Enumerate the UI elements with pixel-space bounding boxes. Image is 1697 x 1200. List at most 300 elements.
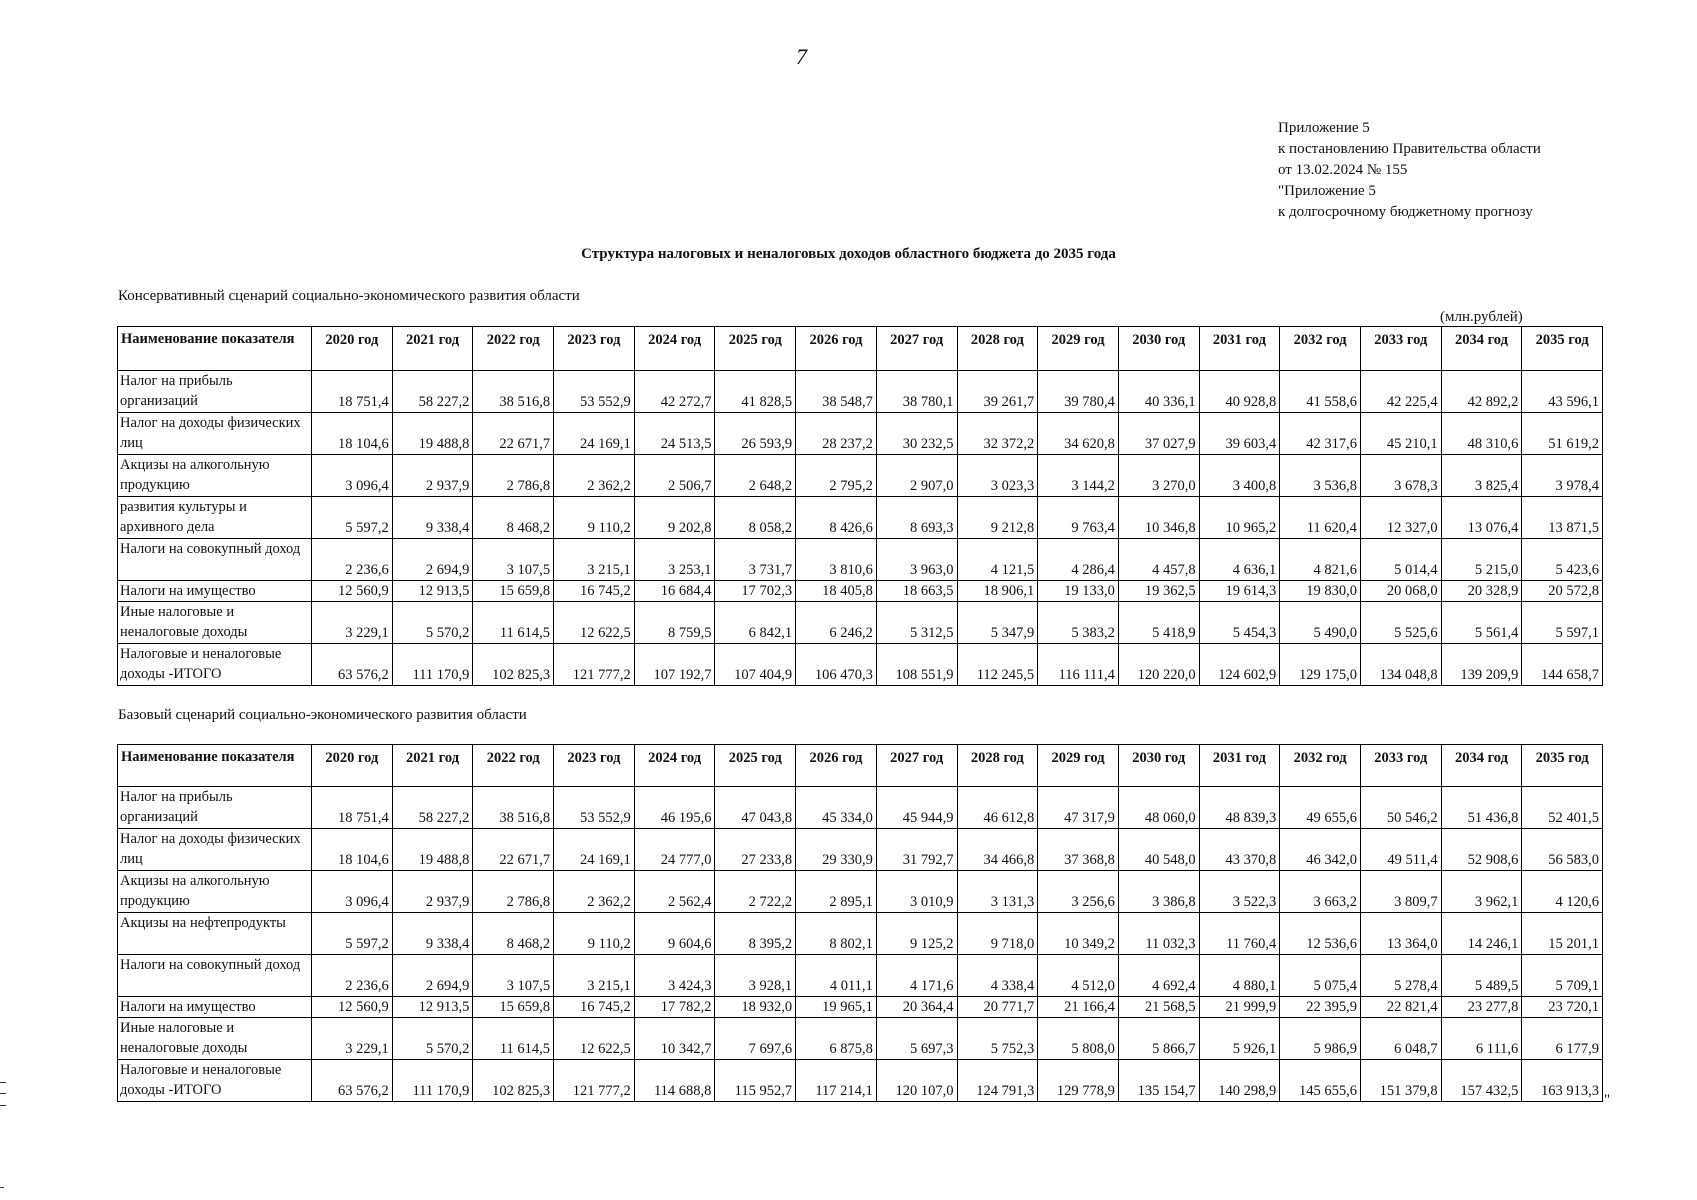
value-cell: 46 612,8 [957, 787, 1038, 829]
value-cell: 42 317,6 [1280, 413, 1361, 455]
value-cell: 17 782,2 [634, 997, 715, 1018]
value-cell: 135 154,7 [1118, 1060, 1199, 1102]
value-cell: 27 233,8 [715, 829, 796, 871]
value-cell: 107 404,9 [715, 644, 796, 686]
value-cell: 23 277,8 [1441, 997, 1522, 1018]
table-row [118, 413, 1603, 455]
year-header: 2026 год [796, 745, 877, 787]
value-cell: 114 688,8 [634, 1060, 715, 1102]
value-cell: 6 048,7 [1360, 1018, 1441, 1060]
value-cell: 3 928,1 [715, 955, 796, 997]
value-cell: 6 246,2 [796, 602, 877, 644]
value-cell: 49 511,4 [1360, 829, 1441, 871]
value-cell: 2 937,9 [392, 871, 473, 913]
value-cell: 2 937,9 [392, 455, 473, 497]
value-cell: 129 778,9 [1038, 1060, 1119, 1102]
value-cell: 30 232,5 [876, 413, 957, 455]
value-cell: 12 622,5 [554, 602, 635, 644]
row-label: Иные налоговые и неналоговые доходы [118, 602, 312, 644]
page-number: 7 [796, 44, 807, 69]
year-header: 2029 год [1038, 745, 1119, 787]
value-cell: 8 058,2 [715, 497, 796, 539]
table-row [118, 871, 1603, 913]
value-cell: 58 227,2 [392, 371, 473, 413]
table-row [118, 497, 1603, 539]
year-header: 2022 год [473, 327, 554, 371]
value-cell: 12 560,9 [312, 997, 393, 1018]
value-cell: 2 236,6 [312, 955, 393, 997]
year-header: 2032 год [1280, 327, 1361, 371]
value-cell: 5 697,3 [876, 1018, 957, 1060]
value-cell: 9 763,4 [1038, 497, 1119, 539]
year-header: 2027 год [876, 745, 957, 787]
value-cell: 8 802,1 [796, 913, 877, 955]
row-label: Налоги на совокупный доход [118, 539, 312, 581]
value-cell: 20 364,4 [876, 997, 957, 1018]
value-cell: 50 546,2 [1360, 787, 1441, 829]
value-cell: 9 338,4 [392, 913, 473, 955]
value-cell: 40 548,0 [1118, 829, 1199, 871]
value-cell: 121 777,2 [554, 644, 635, 686]
year-header: 2029 год [1038, 327, 1119, 371]
value-cell: 7 697,6 [715, 1018, 796, 1060]
year-header: 2034 год [1441, 745, 1522, 787]
year-header: 2033 год [1360, 327, 1441, 371]
value-cell: 45 944,9 [876, 787, 957, 829]
value-cell: 4 636,1 [1199, 539, 1280, 581]
value-cell: 115 952,7 [715, 1060, 796, 1102]
value-cell: 52 908,6 [1441, 829, 1522, 871]
year-header: 2031 год [1199, 745, 1280, 787]
value-cell: 51 436,8 [1441, 787, 1522, 829]
value-cell: 134 048,8 [1360, 644, 1441, 686]
row-label: Налоговые и неналоговые доходы -ИТОГО [118, 1060, 312, 1102]
value-cell: 111 170,9 [392, 644, 473, 686]
value-cell: 145 655,6 [1280, 1060, 1361, 1102]
value-cell: 9 110,2 [554, 913, 635, 955]
value-cell: 3 663,2 [1280, 871, 1361, 913]
year-header: 2025 год [715, 745, 796, 787]
table-row [118, 581, 1603, 602]
value-cell: 5 423,6 [1522, 539, 1603, 581]
row-label: Налоги на имущество [118, 581, 312, 602]
value-cell: 144 658,7 [1522, 644, 1603, 686]
value-cell: 3 229,1 [312, 1018, 393, 1060]
value-cell: 3 229,1 [312, 602, 393, 644]
value-cell: 5 014,4 [1360, 539, 1441, 581]
value-cell: 18 663,5 [876, 581, 957, 602]
year-header: 2023 год [554, 327, 635, 371]
value-cell: 9 125,2 [876, 913, 957, 955]
value-cell: 18 104,6 [312, 829, 393, 871]
year-header: 2032 год [1280, 745, 1361, 787]
value-cell: 17 702,3 [715, 581, 796, 602]
value-cell: 14 246,1 [1441, 913, 1522, 955]
value-cell: 102 825,3 [473, 644, 554, 686]
value-cell: 40 336,1 [1118, 371, 1199, 413]
value-cell: 42 272,7 [634, 371, 715, 413]
value-cell: 3 131,3 [957, 871, 1038, 913]
value-cell: 8 468,2 [473, 913, 554, 955]
value-cell: 43 596,1 [1522, 371, 1603, 413]
value-cell: 39 603,4 [1199, 413, 1280, 455]
value-cell: 163 913,3 [1522, 1060, 1603, 1102]
row-label: Акцизы на нефтепродукты [118, 913, 312, 955]
value-cell: 8 693,3 [876, 497, 957, 539]
value-cell: 116 111,4 [1038, 644, 1119, 686]
table-body [118, 371, 1603, 686]
value-cell: 3 253,1 [634, 539, 715, 581]
value-cell: 15 659,8 [473, 997, 554, 1018]
value-cell: 24 169,1 [554, 413, 635, 455]
value-cell: 3 536,8 [1280, 455, 1361, 497]
value-cell: 18 906,1 [957, 581, 1038, 602]
value-cell: 102 825,3 [473, 1060, 554, 1102]
value-cell: 47 317,9 [1038, 787, 1119, 829]
value-cell: 21 999,9 [1199, 997, 1280, 1018]
value-cell: 6 111,6 [1441, 1018, 1522, 1060]
value-cell: 16 684,4 [634, 581, 715, 602]
revenue-table-conservative [117, 326, 1603, 686]
value-cell: 3 386,8 [1118, 871, 1199, 913]
value-cell: 15 201,1 [1522, 913, 1603, 955]
header-name-cell: Наименование показателя [118, 745, 312, 787]
scenario-title-base: Базовый сценарий социально-экономического развития области [118, 707, 527, 723]
appendix-line: к долгосрочному бюджетному прогнозу [1278, 204, 1533, 220]
table-row [118, 1060, 1603, 1102]
value-cell: 34 620,8 [1038, 413, 1119, 455]
value-cell: 5 597,2 [312, 497, 393, 539]
value-cell: 4 171,6 [876, 955, 957, 997]
value-cell: 107 192,7 [634, 644, 715, 686]
value-cell: 18 104,6 [312, 413, 393, 455]
value-cell: 5 347,9 [957, 602, 1038, 644]
value-cell: 11 614,5 [473, 1018, 554, 1060]
value-cell: 19 133,0 [1038, 581, 1119, 602]
value-cell: 5 215,0 [1441, 539, 1522, 581]
year-header: 2021 год [392, 327, 473, 371]
value-cell: 58 227,2 [392, 787, 473, 829]
value-cell: 63 576,2 [312, 644, 393, 686]
scenario-title-conservative: Консервативный сценарий социально-экономического развития области [118, 288, 580, 304]
row-label: Акцизы на алкогольную продукцию [118, 455, 312, 497]
value-cell: 5 489,5 [1441, 955, 1522, 997]
value-cell: 117 214,1 [796, 1060, 877, 1102]
value-cell: 34 466,8 [957, 829, 1038, 871]
value-cell: 140 298,9 [1199, 1060, 1280, 1102]
units-label: (млн.рублей) [1440, 309, 1523, 325]
value-cell: 41 828,5 [715, 371, 796, 413]
value-cell: 45 334,0 [796, 787, 877, 829]
row-label: Налог на прибыль организаций [118, 371, 312, 413]
value-cell: 4 512,0 [1038, 955, 1119, 997]
value-cell: 49 655,6 [1280, 787, 1361, 829]
value-cell: 3 809,7 [1360, 871, 1441, 913]
value-cell: 53 552,9 [554, 787, 635, 829]
value-cell: 53 552,9 [554, 371, 635, 413]
value-cell: 121 777,2 [554, 1060, 635, 1102]
value-cell: 13 076,4 [1441, 497, 1522, 539]
value-cell: 124 791,3 [957, 1060, 1038, 1102]
value-cell: 5 075,4 [1280, 955, 1361, 997]
value-cell: 3 825,4 [1441, 455, 1522, 497]
value-cell: 23 720,1 [1522, 997, 1603, 1018]
table-body [118, 787, 1603, 1102]
value-cell: 5 278,4 [1360, 955, 1441, 997]
value-cell: 43 370,8 [1199, 829, 1280, 871]
value-cell: 15 659,8 [473, 581, 554, 602]
value-cell: 18 932,0 [715, 997, 796, 1018]
value-cell: 22 671,7 [473, 413, 554, 455]
value-cell: 2 362,2 [554, 871, 635, 913]
value-cell: 4 121,5 [957, 539, 1038, 581]
value-cell: 4 880,1 [1199, 955, 1280, 997]
value-cell: 4 011,1 [796, 955, 877, 997]
value-cell: 3 107,5 [473, 955, 554, 997]
value-cell: 5 570,2 [392, 602, 473, 644]
value-cell: 3 215,1 [554, 539, 635, 581]
year-header: 2027 год [876, 327, 957, 371]
value-cell: 3 096,4 [312, 871, 393, 913]
value-cell: 5 561,4 [1441, 602, 1522, 644]
value-cell: 6 177,9 [1522, 1018, 1603, 1060]
value-cell: 3 731,7 [715, 539, 796, 581]
value-cell: 3 215,1 [554, 955, 635, 997]
value-cell: 38 548,7 [796, 371, 877, 413]
appendix-line: "Приложение 5 [1278, 183, 1376, 199]
value-cell: 20 572,8 [1522, 581, 1603, 602]
value-cell: 8 426,6 [796, 497, 877, 539]
table-row [118, 787, 1603, 829]
table-row [118, 913, 1603, 955]
value-cell: 13 871,5 [1522, 497, 1603, 539]
value-cell: 3 978,4 [1522, 455, 1603, 497]
table-row [118, 455, 1603, 497]
value-cell: 3 107,5 [473, 539, 554, 581]
value-cell: 5 926,1 [1199, 1018, 1280, 1060]
value-cell: 29 330,9 [796, 829, 877, 871]
value-cell: 19 614,3 [1199, 581, 1280, 602]
value-cell: 4 286,4 [1038, 539, 1119, 581]
year-header: 2023 год [554, 745, 635, 787]
value-cell: 3 096,4 [312, 455, 393, 497]
year-header: 2035 год [1522, 745, 1603, 787]
value-cell: 45 210,1 [1360, 413, 1441, 455]
year-header: 2030 год [1118, 327, 1199, 371]
row-label: Акцизы на алкогольную продукцию [118, 871, 312, 913]
value-cell: 38 516,8 [473, 787, 554, 829]
year-header: 2028 год [957, 745, 1038, 787]
appendix-line: от 13.02.2024 № 155 [1278, 162, 1408, 178]
year-header: 2031 год [1199, 327, 1280, 371]
table-row [118, 955, 1603, 997]
value-cell: 48 839,3 [1199, 787, 1280, 829]
value-cell: 2 907,0 [876, 455, 957, 497]
value-cell: 6 842,1 [715, 602, 796, 644]
year-header: 2021 год [392, 745, 473, 787]
value-cell: 2 895,1 [796, 871, 877, 913]
value-cell: 5 525,6 [1360, 602, 1441, 644]
value-cell: 10 342,7 [634, 1018, 715, 1060]
value-cell: 18 751,4 [312, 371, 393, 413]
value-cell: 9 212,8 [957, 497, 1038, 539]
value-cell: 12 913,5 [392, 581, 473, 602]
table-row [118, 539, 1603, 581]
value-cell: 124 602,9 [1199, 644, 1280, 686]
value-cell: 111 170,9 [392, 1060, 473, 1102]
value-cell: 12 536,6 [1280, 913, 1361, 955]
value-cell: 11 760,4 [1199, 913, 1280, 955]
row-label: Иные налоговые и неналоговые доходы [118, 1018, 312, 1060]
value-cell: 5 418,9 [1118, 602, 1199, 644]
closing-quote: " [1604, 1092, 1611, 1108]
value-cell: 4 120,6 [1522, 871, 1603, 913]
value-cell: 3 963,0 [876, 539, 957, 581]
value-cell: 5 312,5 [876, 602, 957, 644]
value-cell: 5 490,0 [1280, 602, 1361, 644]
value-cell: 12 327,0 [1360, 497, 1441, 539]
value-cell: 5 709,1 [1522, 955, 1603, 997]
row-label: Налог на доходы физических лиц [118, 829, 312, 871]
value-cell: 2 648,2 [715, 455, 796, 497]
row-label: развития культуры и архивного дела [118, 497, 312, 539]
appendix-line: к постановлению Правительства области [1278, 141, 1541, 157]
value-cell: 5 866,7 [1118, 1018, 1199, 1060]
value-cell: 16 745,2 [554, 997, 635, 1018]
year-header: 2024 год [634, 327, 715, 371]
value-cell: 108 551,9 [876, 644, 957, 686]
value-cell: 21 166,4 [1038, 997, 1119, 1018]
row-label: Налоговые и неналоговые доходы -ИТОГО [118, 644, 312, 686]
value-cell: 18 405,8 [796, 581, 877, 602]
document-title: Структура налоговых и неналоговых доходов областного бюджета до 2035 года [581, 246, 1116, 262]
value-cell: 112 245,5 [957, 644, 1038, 686]
value-cell: 48 060,0 [1118, 787, 1199, 829]
value-cell: 139 209,9 [1441, 644, 1522, 686]
value-cell: 63 576,2 [312, 1060, 393, 1102]
value-cell: 5 570,2 [392, 1018, 473, 1060]
value-cell: 3 270,0 [1118, 455, 1199, 497]
value-cell: 3 400,8 [1199, 455, 1280, 497]
value-cell: 38 780,1 [876, 371, 957, 413]
value-cell: 56 583,0 [1522, 829, 1603, 871]
value-cell: 5 383,2 [1038, 602, 1119, 644]
value-cell: 2 362,2 [554, 455, 635, 497]
value-cell: 19 830,0 [1280, 581, 1361, 602]
value-cell: 24 777,0 [634, 829, 715, 871]
year-header: 2028 год [957, 327, 1038, 371]
value-cell: 22 671,7 [473, 829, 554, 871]
year-header: 2035 год [1522, 327, 1603, 371]
value-cell: 11 614,5 [473, 602, 554, 644]
value-cell: 5 986,9 [1280, 1018, 1361, 1060]
value-cell: 3 144,2 [1038, 455, 1119, 497]
value-cell: 2 786,8 [473, 871, 554, 913]
value-cell: 28 237,2 [796, 413, 877, 455]
value-cell: 22 395,9 [1280, 997, 1361, 1018]
value-cell: 3 678,3 [1360, 455, 1441, 497]
value-cell: 20 068,0 [1360, 581, 1441, 602]
value-cell: 21 568,5 [1118, 997, 1199, 1018]
value-cell: 6 875,8 [796, 1018, 877, 1060]
value-cell: 8 759,5 [634, 602, 715, 644]
value-cell: 42 225,4 [1360, 371, 1441, 413]
value-cell: 3 010,9 [876, 871, 957, 913]
value-cell: 5 808,0 [1038, 1018, 1119, 1060]
value-cell: 20 771,7 [957, 997, 1038, 1018]
value-cell: 39 780,4 [1038, 371, 1119, 413]
value-cell: 3 962,1 [1441, 871, 1522, 913]
table-row [118, 602, 1603, 644]
value-cell: 8 395,2 [715, 913, 796, 955]
appendix-line: Приложение 5 [1278, 120, 1370, 136]
scan-edge-dot [0, 1187, 4, 1188]
year-header: 2034 год [1441, 327, 1522, 371]
value-cell: 9 110,2 [554, 497, 635, 539]
year-header: 2020 год [312, 745, 393, 787]
value-cell: 120 220,0 [1118, 644, 1199, 686]
value-cell: 5 752,3 [957, 1018, 1038, 1060]
value-cell: 19 362,5 [1118, 581, 1199, 602]
value-cell: 129 175,0 [1280, 644, 1361, 686]
year-header: 2026 год [796, 327, 877, 371]
year-header: 2022 год [473, 745, 554, 787]
value-cell: 42 892,2 [1441, 371, 1522, 413]
value-cell: 12 560,9 [312, 581, 393, 602]
value-cell: 32 372,2 [957, 413, 1038, 455]
value-cell: 2 722,2 [715, 871, 796, 913]
row-label: Налоги на совокупный доход [118, 955, 312, 997]
table-row [118, 1018, 1603, 1060]
value-cell: 24 169,1 [554, 829, 635, 871]
value-cell: 2 562,4 [634, 871, 715, 913]
value-cell: 47 043,8 [715, 787, 796, 829]
value-cell: 31 792,7 [876, 829, 957, 871]
appendix-block [1278, 118, 1541, 223]
value-cell: 46 342,0 [1280, 829, 1361, 871]
table-row [118, 644, 1603, 686]
year-header: 2024 год [634, 745, 715, 787]
value-cell: 18 751,4 [312, 787, 393, 829]
row-label: Налог на доходы физических лиц [118, 413, 312, 455]
value-cell: 41 558,6 [1280, 371, 1361, 413]
value-cell: 9 338,4 [392, 497, 473, 539]
value-cell: 13 364,0 [1360, 913, 1441, 955]
value-cell: 40 928,8 [1199, 371, 1280, 413]
value-cell: 9 604,6 [634, 913, 715, 955]
table-row [118, 829, 1603, 871]
value-cell: 8 468,2 [473, 497, 554, 539]
value-cell: 157 432,5 [1441, 1060, 1522, 1102]
value-cell: 4 692,4 [1118, 955, 1199, 997]
revenue-table-base [117, 744, 1603, 1102]
year-header: 2030 год [1118, 745, 1199, 787]
value-cell: 2 506,7 [634, 455, 715, 497]
value-cell: 4 821,6 [1280, 539, 1361, 581]
value-cell: 12 622,5 [554, 1018, 635, 1060]
value-cell: 2 694,9 [392, 955, 473, 997]
year-header: 2033 год [1360, 745, 1441, 787]
value-cell: 10 349,2 [1038, 913, 1119, 955]
value-cell: 3 810,6 [796, 539, 877, 581]
value-cell: 37 027,9 [1118, 413, 1199, 455]
value-cell: 3 424,3 [634, 955, 715, 997]
value-cell: 22 821,4 [1360, 997, 1441, 1018]
value-cell: 2 786,8 [473, 455, 554, 497]
value-cell: 9 202,8 [634, 497, 715, 539]
value-cell: 37 368,8 [1038, 829, 1119, 871]
value-cell: 19 965,1 [796, 997, 877, 1018]
